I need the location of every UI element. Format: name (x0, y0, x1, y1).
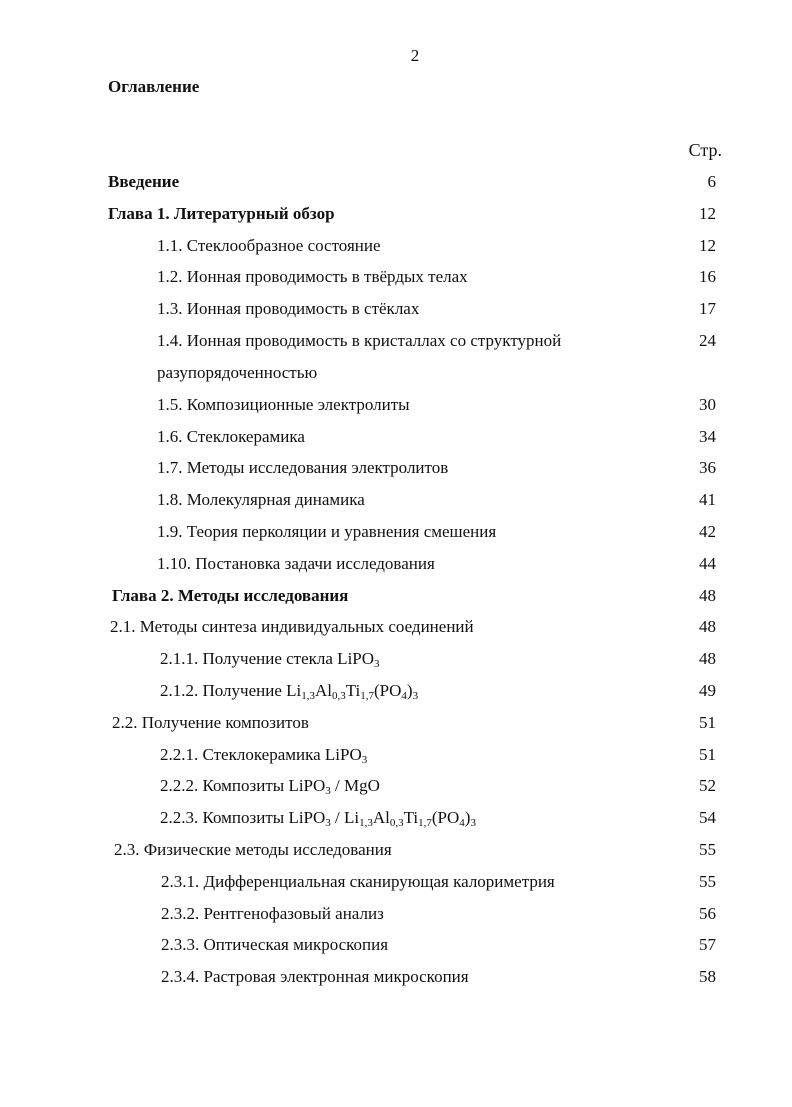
toc-page-number: 49 (699, 681, 716, 700)
toc-entry: 1.2. Ионная проводимость в твёрдых телах (157, 267, 468, 286)
toc-page-number: 42 (699, 522, 716, 541)
toc-entry: 1.10. Постановка задачи исследования (157, 554, 435, 573)
toc-page-number: 16 (699, 267, 716, 286)
toc-entry: 1.7. Методы исследования электролитов (157, 458, 449, 477)
toc-page-number: 55 (699, 840, 716, 859)
toc-entry: 2.1.2. Получение $Li_{1,3}Al_{0,3}Ti_{1,7}(PO_4)_3$ (160, 681, 419, 702)
page-title: Оглавление (108, 77, 200, 96)
toc-entry: 2.3. Физические методы исследования (114, 840, 392, 859)
toc-entry: 2.2.1. Стеклокерамика LiPO$_3$ (160, 745, 368, 766)
toc-page-number: 34 (699, 427, 716, 446)
toc-page-number: 55 (699, 872, 716, 891)
toc-page-number: 17 (699, 299, 716, 318)
toc-entry: 2.1. Методы синтеза индивидуальных соединений (110, 617, 474, 636)
toc-entry: 1.1. Стеклообразное состояние (157, 236, 381, 255)
toc-page-number: 51 (699, 745, 716, 764)
toc-page-number: 44 (699, 554, 716, 573)
toc-page-number: 48 (699, 649, 716, 668)
toc-page-number: 36 (699, 458, 716, 477)
toc-entry: Глава 1. Литературный обзор (108, 204, 335, 223)
toc-entry: 2.2. Получение композитов (112, 713, 309, 732)
toc-page-number: 12 (699, 236, 716, 255)
toc-page-number: 12 (699, 204, 716, 223)
toc-page-number: 51 (699, 713, 716, 732)
toc-entry: 1.3. Ионная проводимость в стёклах (157, 299, 420, 318)
page-number: 2 (410, 46, 420, 65)
toc-entry: 2.3.4. Растровая электронная микроскопия (161, 967, 469, 986)
page-column-header: Стр. (688, 140, 722, 160)
toc-entry: 1.9. Теория перколяции и уравнения смешения (157, 522, 497, 541)
toc-entry: 1.5. Композиционные электролиты (157, 395, 410, 414)
toc-page-number: 56 (699, 904, 716, 923)
toc-entry: Глава 2. Методы исследования (112, 586, 349, 605)
toc-page-number: 41 (699, 490, 716, 509)
toc-page-number: 24 (699, 331, 716, 350)
toc-entry: 1.6. Стеклокерамика (157, 427, 305, 446)
toc-entry: 2.2.3. Композиты LiPO$_3$ / $Li_{1,3}Al_{0,3}Ti_{1,7}(PO_4)_3$ (160, 808, 476, 829)
toc-page-number: 48 (699, 586, 716, 605)
toc-entry: 1.8. Молекулярная динамика (157, 490, 365, 509)
toc-page-number: 58 (699, 967, 716, 986)
toc-entry: 2.1.1. Получение стекла LiPO$_3$ (160, 649, 380, 670)
toc-entry: 2.3.2. Рентгенофазовый анализ (161, 904, 384, 923)
toc-entry: 2.3.1. Дифференциальная сканирующая калориметрия (161, 872, 555, 891)
toc-page-number: 57 (699, 935, 716, 954)
toc-entry: 2.2.2. Композиты LiPO$_3$ / MgO (160, 776, 380, 797)
toc-entry-continuation: разупорядоченностью (157, 363, 318, 382)
toc-page-number: 6 (707, 172, 716, 191)
toc-page-number: 48 (699, 617, 716, 636)
toc-page-number: 54 (699, 808, 716, 827)
toc-page-number: 30 (699, 395, 716, 414)
toc-entry: 2.3.3. Оптическая микроскопия (161, 935, 389, 954)
toc-entry: 1.4. Ионная проводимость в кристаллах со структурной (157, 331, 562, 350)
toc-entry: Введение (108, 172, 180, 191)
toc-page-number: 52 (699, 776, 716, 795)
